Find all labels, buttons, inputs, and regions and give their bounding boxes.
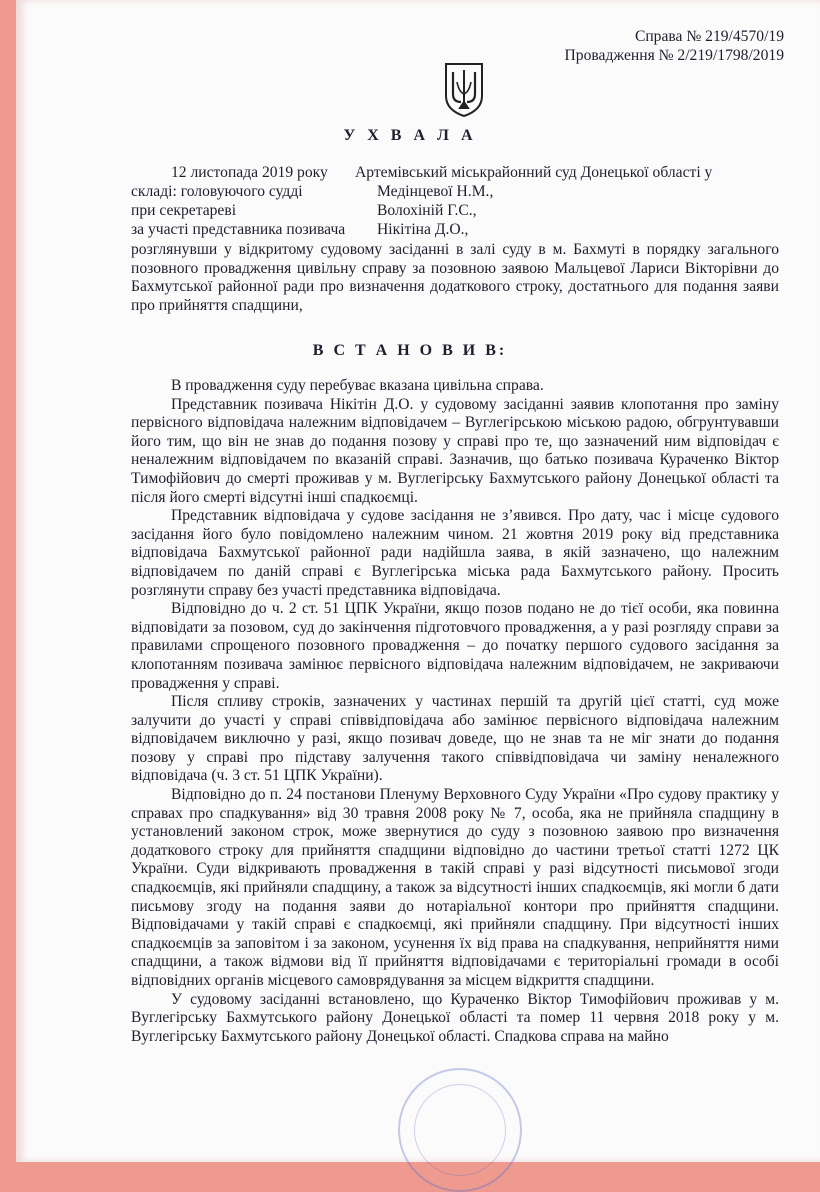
paragraph: Після спливу строків, зазначених у частинах першій та другій цієї статті, суд може залучити до участі у справі співвідповідача або замінює первісного відповідача належним відповідачем виключно у разі, якщо позивач доведе, що не знав та не міг знати до подання позову у справі про підставу залучення такого співвідповідача чи заміну неналежного відповідача (ч. 3 ст. 51 ЦПК України). [131,693,779,785]
paragraph: Відповідно до ч. 2 ст. 51 ЦПК України, якщо позов подано не до тієї особи, яка повинна відповідати за позовом, суд до закінчення підготовчого провадження, а у разі розгляду справи за правилами спрощеного позовного провадження – до початку першого судового засідання за клопотанням позивача замінює первісного відповідача належним відповідачем, не закриваючи провадження у справі. [131,600,779,692]
ruling-date: 12 листопада 2019 року [171,164,328,181]
paragraph: Представник позивача Нікітін Д.О. у судовому засіданні заявив клопотання про заміну первісного відповідача належним відповідачем – Вуглегірською міською радою, обгрунтувавши його тим, що він не знав до подання позову у справі про те, що зазначений ним відповідач є неналежним відповідачем по вказаній справі. Зазначив, що батько позивача Кураченко Віктор Тимофійович до смерті проживав у м. Вуглегірську Бахмутського району Донецької області та після його смерті відсутні інші спадкоємці. [131,395,779,506]
established-heading: В С Т А Н О В И В: [312,342,508,359]
judge-role: складі: головуючого судді [131,183,303,200]
representative-name: Нікітіна Д.О., [377,221,469,238]
paragraph: Відповідно до п. 24 постанови Пленуму Верховного Суду України «Про судову практику у справах про спадкування» від 30 травня 2008 року № 7, особа, яка не прийняла спадщину в установлений законом строк, може звернутися до суду з позовною заявою про визначення додаткового строку для прийняття спадщини відповідно до частини третьої статті 1272 ЦК України. Суди відкривають провадження в такій справі у разі відсутності письмової згоди спадкоємців, які прийняли спадщину, а також за відсутності інших спадкоємців, які могли б дати письмову згоду на подання заяви до нотаріальної контори про прийняття спадщини. Відповідачами у такій справі є спадкоємці, які прийняли спадщину. При відсутності інших спадкоємців за заповітом і за законом, усунення їх від права на спадкування, неприйняття ними спадщини, а також відмови від її прийняття відповідачами є територіальні громади в особі відповідних органів місцевого самоврядування за місцем відкриття спадщини. [131,786,779,989]
secretary-role: при секретареві [131,202,237,219]
ruling-body [131,377,779,1046]
proceeding-number: Провадження № 2/219/1798/2019 [564,47,784,64]
document-title: У Х В А Л А [343,127,477,144]
secretary-name: Волохіній Г.С., [377,202,477,219]
considered-paragraph: розглянувши у відкритому судовому засіданні в залі суду в м. Бахмуті в порядку загального позовного провадження цивільну справу за позовною заявою Мальцевої Лариси Вікторівни до Бахмутської районної ради про визначення додаткового строку, достатнього для подання заяви про прийняття спадщини, [131,241,779,314]
judge-name: Медінцевої Н.М., [377,183,494,200]
paragraph: Представник відповідача у судове засідання не з’явився. Про дату, час і місце судового засідання його було повідомлено належним чином. 21 жовтня 2019 року від представника відповідача Бахмутської районної ради надійшла заява, в якій зазначено, що належним відповідачем по даній справі є Вуглегірська міська рада Бахмутського району. Просить розглянути справу без участі представника відповідача. [131,507,779,599]
case-number: Справа № 219/4570/19 [634,28,784,45]
representative-role: за участі представника позивача [131,221,346,238]
court-name: Артемівський міськрайонний суд Донецької області у [355,164,713,181]
tryzub-emblem-icon [444,62,484,118]
paragraph: У судовому засіданні встановлено, що Кураченко Віктор Тимофійович проживав у м. Вуглегірську Бахмутського району Донецької області та помер 11 червня 2018 року у м. Вуглегірську Бахмутського району Донецької області. Спадкова справа на майно [131,990,779,1045]
paragraph: В провадження суду перебуває вказана цивільна справа. [171,377,544,394]
court-seal-stamp [398,1068,522,1192]
